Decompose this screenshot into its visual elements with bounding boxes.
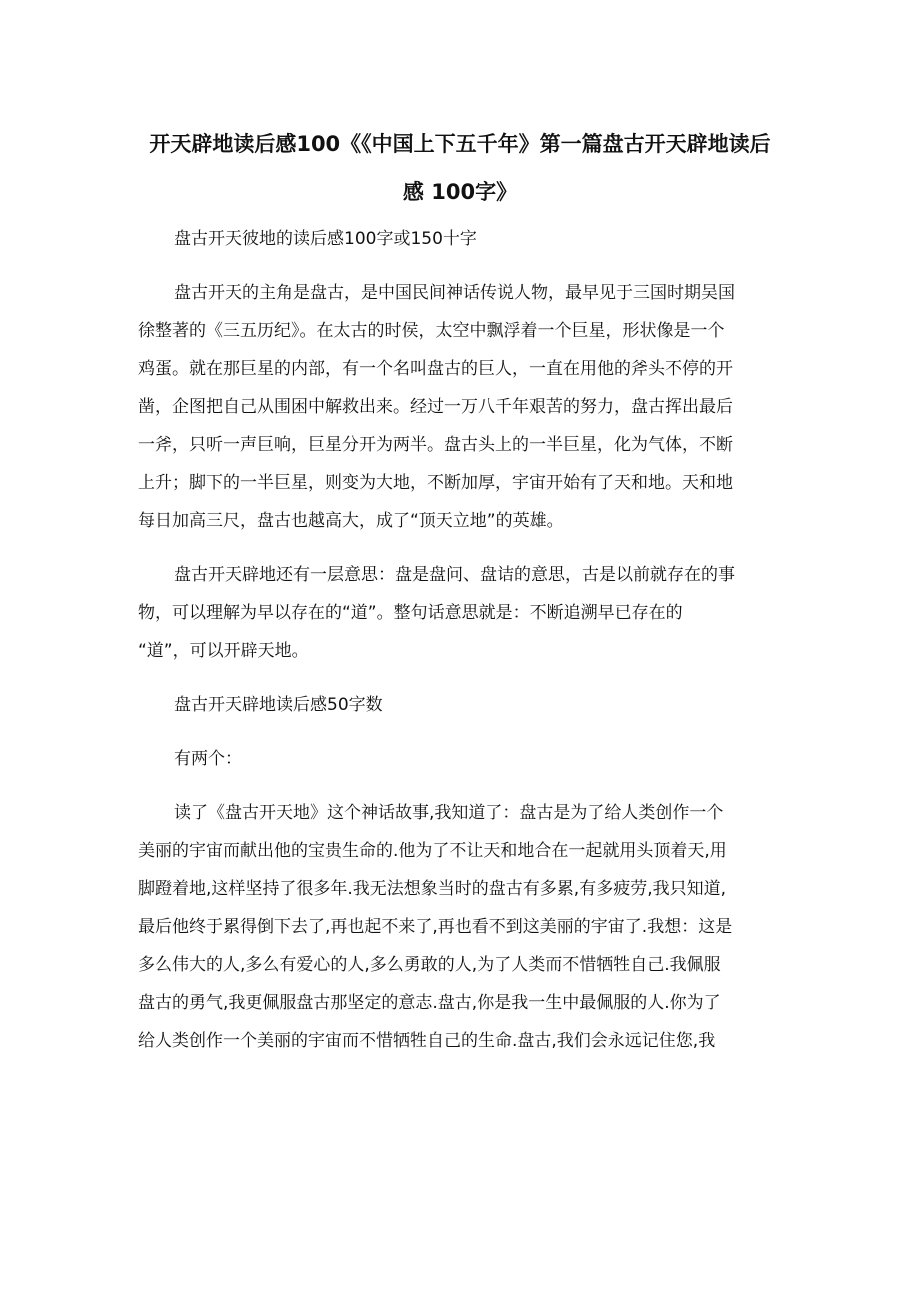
paragraph-count — [138, 740, 788, 778]
paragraph-line: 徐整著的《三五历纪》。在太古的时侯，太空中飘浮着一个巨星，形状像是一个 — [138, 321, 725, 341]
paragraph-line: 给人类创作一个美丽的宇宙而不惜牺牲自己的生命.盘古,我们会永远记住您,我 — [138, 1031, 716, 1051]
paragraph-line: 盘古开天辟地读后感50字数 — [174, 695, 383, 715]
paragraph-line: 读了《盘古开天地》这个神话故事,我知道了：盘古是为了给人类创作一个 — [174, 803, 724, 823]
paragraph-line: 有两个： — [174, 749, 242, 769]
paragraph-review — [138, 794, 788, 1060]
paragraph-line: 每日加高三尺，盘古也越高大，成了“顶天立地”的英雄。 — [138, 511, 564, 531]
paragraph-line: 美丽的宇宙而献出他的宝贵生命的.他为了不让天和地合在一起就用头顶着天,用 — [138, 841, 727, 861]
paragraph-line: 盘古开天彼地的读后感100字或150十字 — [174, 229, 477, 249]
paragraph-subtitle-2 — [138, 686, 788, 724]
paragraph-story — [138, 274, 788, 540]
title-line: 感 100字》 — [402, 180, 518, 204]
document-body — [138, 220, 788, 1060]
paragraph-line: 鸡蛋。就在那巨星的内部，有一个名叫盘古的巨人，一直在用他的斧头不停的开 — [138, 359, 733, 379]
paragraph-line: “道”，可以开辟天地。 — [138, 641, 309, 661]
paragraph-line: 上升；脚下的一半巨星，则变为大地，不断加厚，宇宙开始有了天和地。天和地 — [138, 473, 733, 493]
paragraph-line: 凿，企图把自己从围困中解救出来。经过一万八千年艰苦的努力，盘古挥出最后 — [138, 397, 733, 417]
title-line: 开天辟地读后感100《《中国上下五千年》第一篇盘古开天辟地读后 — [149, 132, 771, 156]
paragraph-line: 最后他终于累得倒下去了,再也起不来了,再也看不到这美丽的宇宙了.我想：这是 — [138, 917, 733, 937]
paragraph-line: 盘古的勇气,我更佩服盘古那坚定的意志.盘古,你是我一生中最佩服的人.你为了 — [138, 993, 721, 1013]
paragraph-line: 盘古开天的主角是盘古，是中国民间神话传说人物，最早见于三国时期吴国 — [174, 283, 735, 303]
paragraph-subtitle-1 — [138, 220, 788, 258]
paragraph-meaning — [138, 556, 788, 670]
paragraph-line: 脚蹬着地,这样坚持了很多年.我无法想象当时的盘古有多累,有多疲劳,我只知道, — [138, 879, 727, 899]
document-title — [130, 120, 790, 216]
paragraph-line: 物，可以理解为早以存在的“道”。整句话意思就是：不断追溯早已存在的 — [138, 603, 683, 623]
paragraph-line: 盘古开天辟地还有一层意思：盘是盘问、盘诘的意思，古是以前就存在的事 — [174, 565, 735, 585]
paragraph-line: 一斧，只听一声巨响，巨星分开为两半。盘古头上的一半巨星，化为气体，不断 — [138, 435, 733, 455]
paragraph-line: 多么伟大的人,多么有爱心的人,多么勇敢的人,为了人类而不惜牺牲自己.我佩服 — [138, 955, 721, 975]
